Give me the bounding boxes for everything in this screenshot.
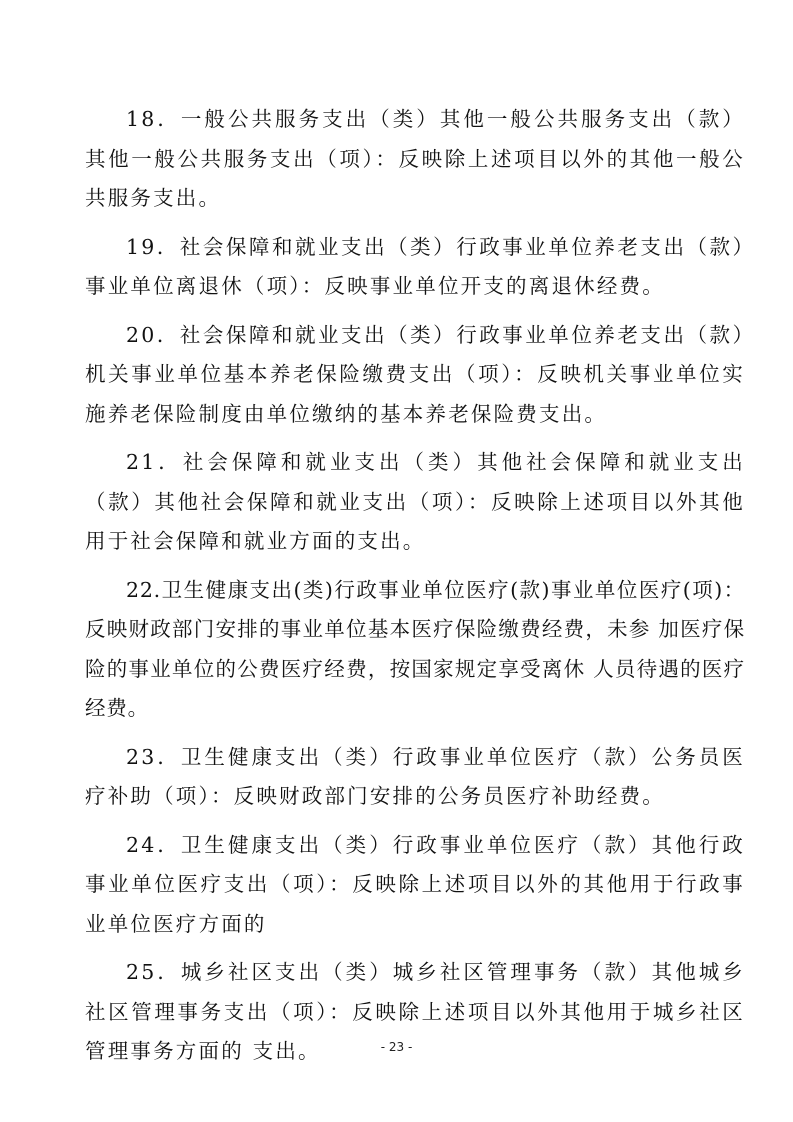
paragraph-18: 18．一般公共服务支出（类）其他一般公共服务支出（款）其他一般公共服务支出（项）：反映除上述项目以外的其他一般公共服务支出。 [85, 107, 745, 210]
document-body [85, 100, 745, 1081]
paragraph-21: 21．社会保障和就业支出（类）其他社会保障和就业支出（款）其他社会保障和就业支出（项）：反映除上述项目以外其他用于社会保障和就业方面的支出。 [85, 450, 745, 553]
paragraph-23: 23．卫生健康支出（类）行政事业单位医疗（款）公务员医疗补助（项）：反映财政部门安排的公务员医疗补助经费。 [85, 744, 745, 808]
page-number: - 23 - [380, 1040, 413, 1054]
paragraph-19: 19．社会保障和就业支出（类）行政事业单位养老支出（款）事业单位离退休（项）：反映事业单位开支的离退休经费。 [85, 234, 745, 298]
paragraph-20: 20．社会保障和就业支出（类）行政事业单位养老支出（款）机关事业单位基本养老保险缴费支出（项）：反映机关事业单位实施养老保险制度由单位缴纳的基本养老保险费支出。 [85, 322, 745, 426]
paragraph-24: 24．卫生健康支出（类）行政事业单位医疗（款）其他行政事业单位医疗支出（项）：反映除上述项目以外的其他用于行政事业单位医疗方面的 [85, 832, 745, 936]
paragraph-22: 22.卫生健康支出(类)行政事业单位医疗(款)事业单位医疗(项)：反映财政部门安排的事业单位基本医疗保险缴费经费，未参 加医疗保险的事业单位的公费医疗经费，按国家规定享受离休 人员待遇的医疗经费。 [85, 577, 745, 720]
paragraph-25: 25．城乡社区支出（类）城乡社区管理事务（款）其他城乡社区管理事务支出（项）：反映除上述项目以外其他用于城乡社区管理事务方面的 支出。 [85, 960, 745, 1063]
